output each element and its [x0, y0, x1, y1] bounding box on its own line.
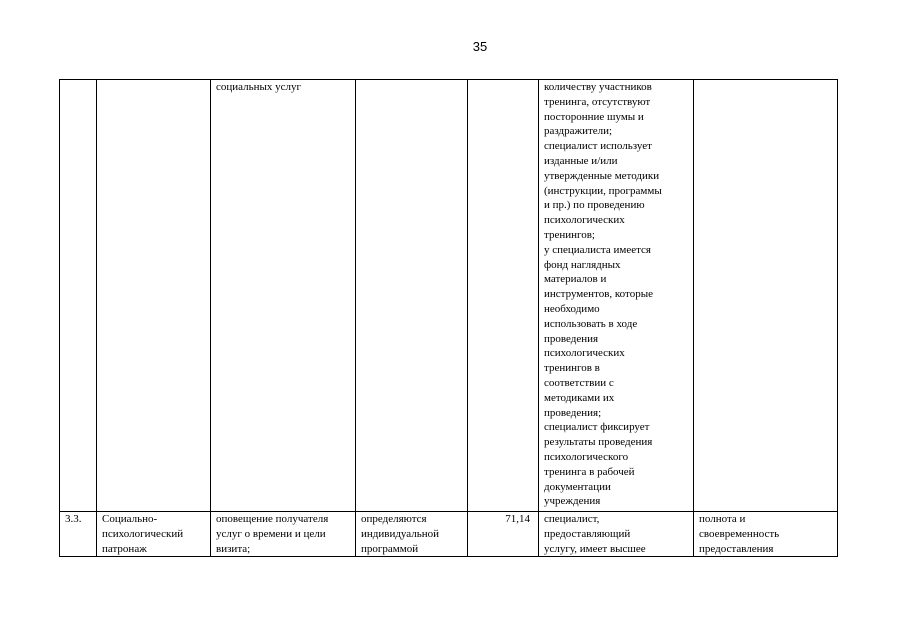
table-cell-volume: определяются индивидуальной программой: [356, 512, 468, 557]
table-cell-service-name: [97, 80, 211, 512]
services-table: [59, 79, 838, 557]
table-cell-conditions: количеству участников тренинга, отсутствуют посторонние шумы и раздражители; специалист использует изданные и/или утвержденные методики (инструкции, программы и пр.) по проведению психологических тренингов; у специалиста имеется фонд наглядных материалов и инструментов, которые необходимо использовать в ходе проведения психологических тренингов в соответствии с методиками их проведения; специалист фиксирует результаты проведения психологического тренинга в рабочей документации учреждения: [539, 80, 694, 512]
table-cell-service-name: Социально- психологический патронаж: [97, 512, 211, 557]
table-cell-tariff: 71,14: [468, 512, 539, 557]
table-row: [60, 512, 838, 557]
table-cell-quality: [694, 80, 838, 512]
table-cell-quality: полнота и своевременность предоставления: [694, 512, 838, 557]
table-cell-volume: [356, 80, 468, 512]
table-cell-conditions: специалист, предоставляющий услугу, имеет высшее: [539, 512, 694, 557]
table-cell-number: 3.3.: [60, 512, 97, 557]
table-row: [60, 80, 838, 512]
table-cell-description: социальных услуг: [211, 80, 356, 512]
table-cell-description: оповещение получателя услуг о времени и цели визита;: [211, 512, 356, 557]
page-number: 35: [472, 39, 488, 54]
table-cell-tariff: [468, 80, 539, 512]
table-cell-number: [60, 80, 97, 512]
